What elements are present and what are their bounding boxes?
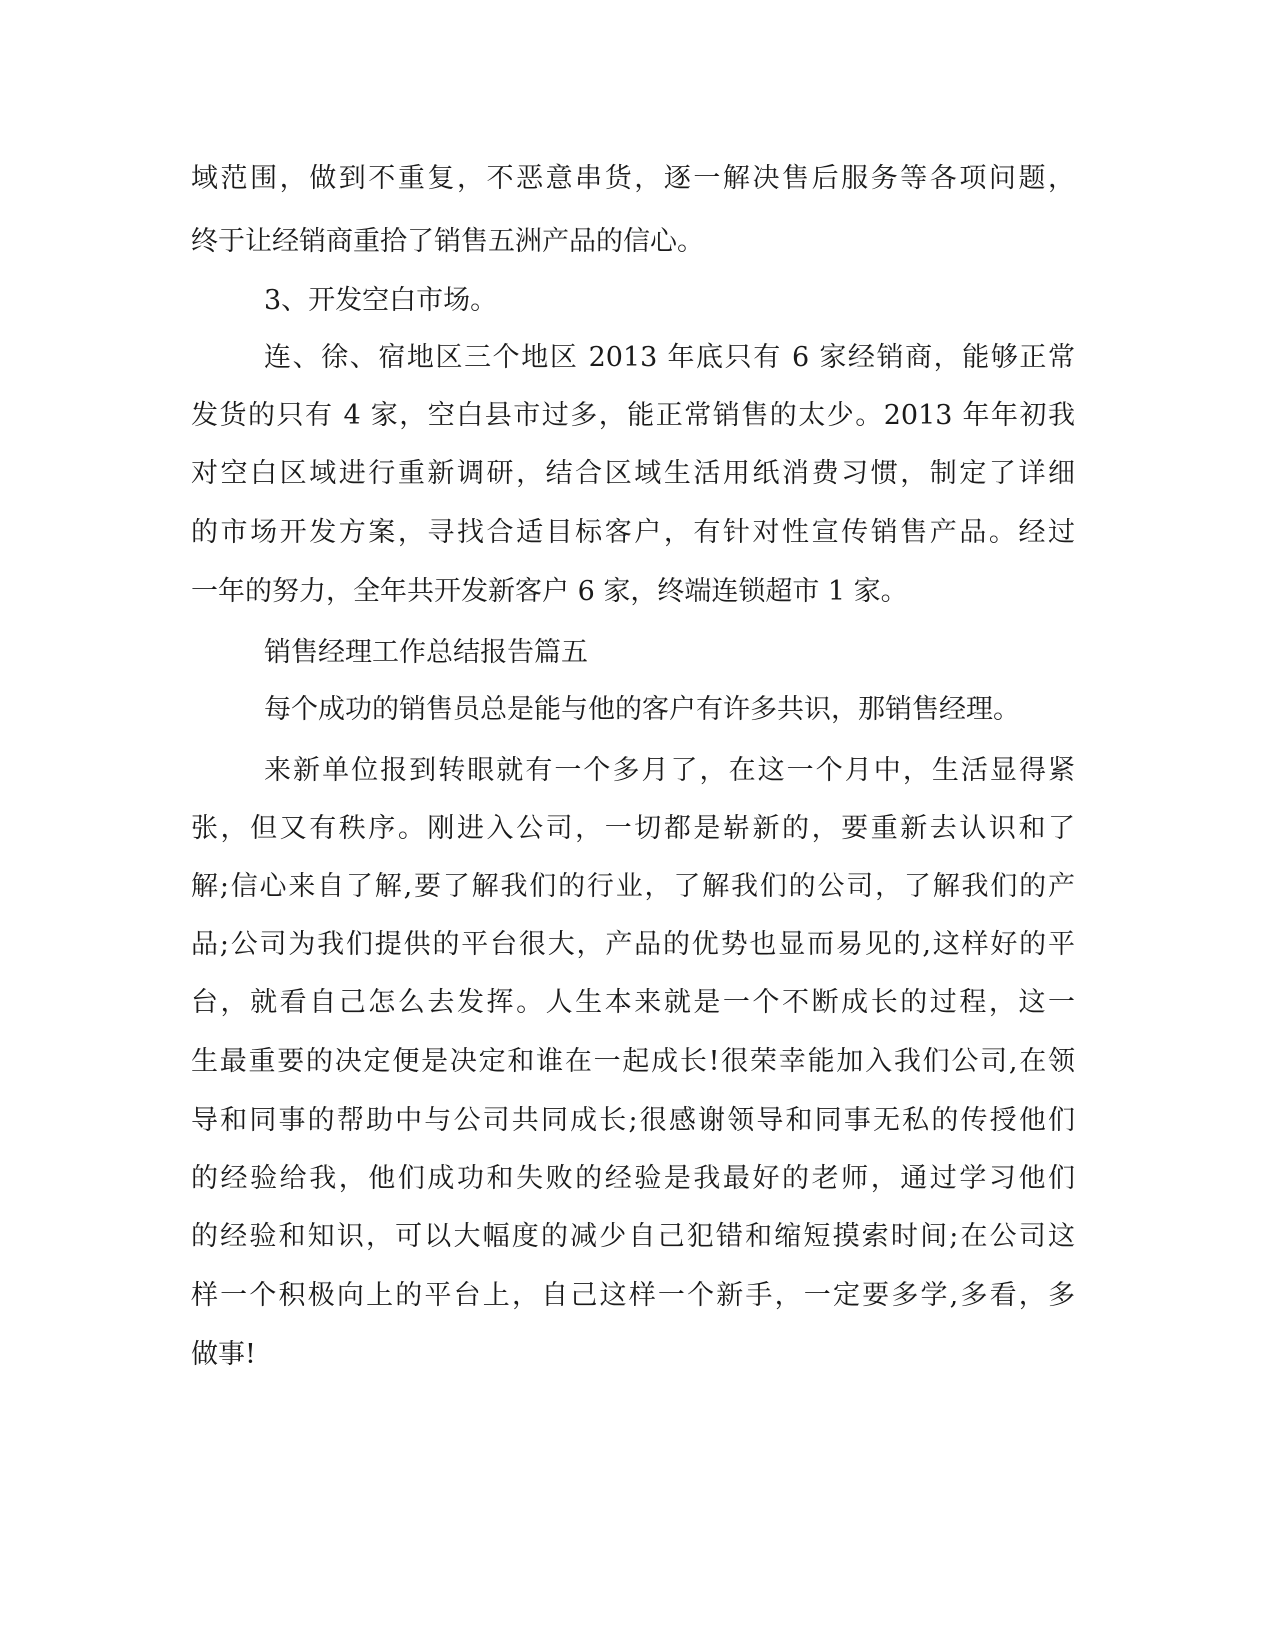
text-line: 台，就看自己怎么去发挥。人生本来就是一个不断成长的过程，这一 [191,987,1075,1018]
text-line: 域范围，做到不重复，不恶意串货，逐一解决售后服务等各项问题， [191,163,1075,194]
text-line: 样一个积极向上的平台上，自己这样一个新手，一定要多学,多看，多 [191,1280,1075,1311]
text-line: 来新单位报到转眼就有一个多月了，在这一个月中，生活显得紧 [264,755,1075,786]
text-line: 发货的只有 4 家，空白县市过多，能正常销售的太少。2013 年年初我 [191,400,1075,431]
text-line: 导和同事的帮助中与公司共同成长;很感谢领导和同事无私的传授他们 [191,1105,1075,1136]
text-line: 解;信心来自了解,要了解我们的行业，了解我们的公司，了解我们的产 [191,871,1075,902]
text-line: 对空白区域进行重新调研，结合区域生活用纸消费习惯，制定了详细 [191,458,1075,489]
text-line: 生最重要的决定便是决定和谁在一起成长!很荣幸能加入我们公司,在领 [191,1046,1075,1077]
text-line: 一年的努力，全年共开发新客户 6 家，终端连锁超市 1 家。 [191,576,908,607]
text-line: 的市场开发方案，寻找合适目标客户，有针对性宣传销售产品。经过 [191,517,1075,548]
text-line: 的经验和知识，可以大幅度的减少自己犯错和缩短摸索时间;在公司这 [191,1221,1075,1252]
text-line: 终于让经销商重拾了销售五洲产品的信心。 [191,226,704,257]
text-line: 每个成功的销售员总是能与他的客户有许多共识，那销售经理。 [264,694,1020,725]
text-line: 的经验给我，他们成功和失败的经验是我最好的老师，通过学习他们 [191,1163,1075,1194]
text-line: 连、徐、宿地区三个地区 2013 年底只有 6 家经销商，能够正常 [264,342,1075,373]
section-title: 销售经理工作总结报告篇五 [264,637,588,668]
text-line: 做事! [191,1339,256,1370]
section-heading: 3、开发空白市场。 [264,285,498,316]
text-line: 品;公司为我们提供的平台很大，产品的优势也显而易见的,这样好的平 [191,929,1075,960]
text-line: 张，但又有秩序。刚进入公司，一切都是崭新的，要重新去认识和了 [191,813,1075,844]
